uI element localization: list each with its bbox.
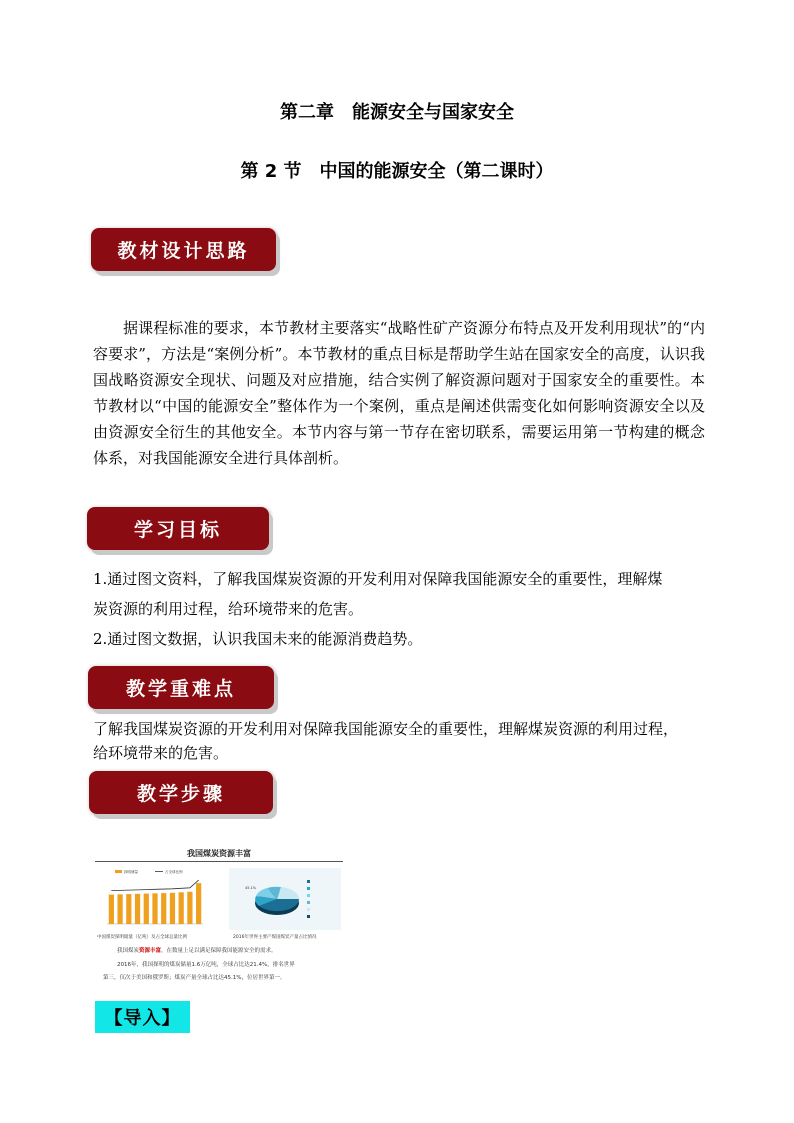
- bar-2011: [152, 893, 157, 924]
- right-chart-caption: 2016年世界主要产煤国煤炭产量占比情况: [233, 935, 317, 940]
- bar-2009: [135, 894, 140, 924]
- design-paragraph: 据课程标准的要求，本节教材主要落实“战略性矿产资源分布特点及开发利用现状”的“内容要求”，方法是“案例分析”。本节教材的重点目标是帮助学生站在国家安全的高度，认识我国战略资源安全现状、问题及对应措施，结合实例了解资源问题对于国家安全的重要性。本节教材以“中国的能源安全”整体作为一个案例，重点是阐述供需变化如何影响资源安全以及由资源安全衍生的其他安全。本节内容与第一节存在密切联系，需要运用第一节构建的概念体系，对我国能源安全进行具体剖析。: [93, 319, 705, 467]
- banner-key-points: 教学重难点: [88, 666, 274, 709]
- bar-2010: [144, 894, 149, 924]
- bar-2012: [161, 893, 166, 924]
- section-title: 第 2 节 中国的能源安全（第二课时）: [240, 161, 554, 182]
- goal-line-3: 2.通过图文数据，认识我国未来的能源消费趋势。: [93, 630, 423, 648]
- bar-2014: [179, 892, 184, 924]
- figure-title: 我国煤炭资源丰富: [187, 849, 251, 858]
- key-points-line-1: 了解我国煤炭资源的开发利用对保障我国能源安全的重要性，理解煤炭资源的利用过程，: [93, 720, 679, 738]
- legend-bar-label: 探明储量: [124, 870, 138, 874]
- bar-2006: [109, 895, 114, 924]
- bar-2013: [170, 893, 175, 924]
- figure-rule: [95, 861, 343, 862]
- bar-2015: [187, 892, 192, 924]
- legend-line-label: 占全球比例: [165, 870, 183, 874]
- bar-2007: [117, 894, 122, 924]
- goal-line-1: 1.通过图文资料，了解我国煤炭资源的开发利用对保障我国能源安全的重要性，理解煤: [93, 570, 663, 588]
- goal-line-2: 炭资源的利用过程，给环境带来的危害。: [93, 600, 364, 618]
- figure-text-line-3: 第三，仅次于美国和俄罗斯；煤炭产量全球占比达45.1%，位居世界第一。: [103, 975, 286, 981]
- reserves-bar-chart: [95, 868, 213, 930]
- bar-2008: [126, 894, 131, 924]
- pie-label-main: 45.1%: [245, 886, 257, 890]
- banner-design-ideas: 教材设计思路: [91, 228, 276, 271]
- figure-text-line-1: 我国煤炭资源丰富，在数量上足以满足保障我国能源安全的需求。: [117, 948, 277, 954]
- figure-text-line-2: 2016年，我国探明的煤炭储量1.6万亿吨，全球占比达21.4%，排名世界: [117, 962, 295, 968]
- intro-label: 【导入】: [95, 1001, 190, 1033]
- production-pie-chart: [229, 868, 341, 930]
- left-chart-caption: 中国煤炭探明储量（亿吨）及占全球总量比例: [97, 935, 187, 940]
- coal-resources-figure: [95, 848, 343, 986]
- bar-2016: [196, 883, 201, 924]
- chapter-title: 第二章 能源安全与国家安全: [280, 102, 514, 123]
- banner-teaching-steps: 教学步骤: [89, 771, 273, 814]
- banner-learning-goals: 学习目标: [87, 507, 269, 550]
- key-points-line-2: 给环境带来的危害。: [93, 744, 229, 762]
